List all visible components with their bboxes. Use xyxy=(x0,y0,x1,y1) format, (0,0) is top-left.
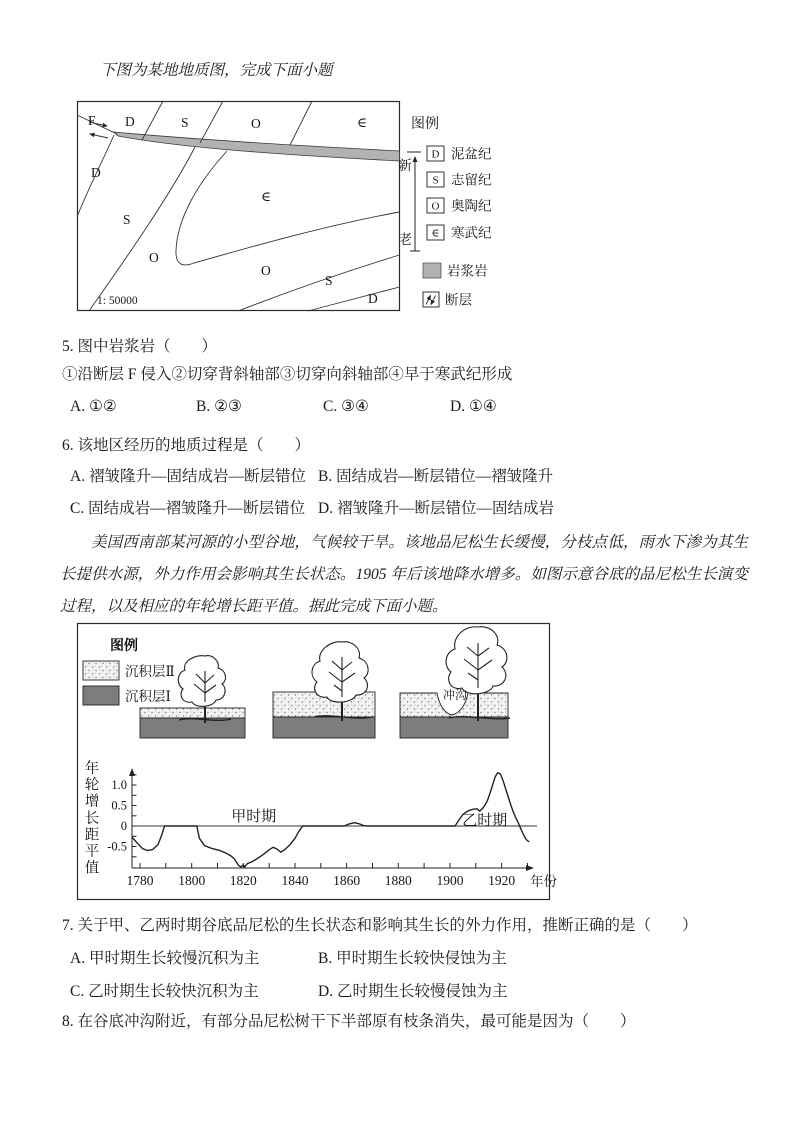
new-label: 新 xyxy=(398,158,412,173)
q7-stem: 7. 关于甲、乙两时期谷底品尼松的生长状态和影响其生长的外力作用，推断正确的是（ ） xyxy=(62,917,698,934)
map-unit-label: O xyxy=(261,263,271,278)
tree-ring-chart xyxy=(132,770,558,889)
legend-label: 寒武纪 xyxy=(451,225,492,241)
q7-option-b[interactable]: B. 甲时期生长较快侵蚀为主 xyxy=(318,950,507,967)
x-tick-label: 1780 xyxy=(126,873,154,888)
legend-item-fault xyxy=(423,292,472,308)
legend-item-cambrian xyxy=(427,225,492,241)
legend-title: 图例 xyxy=(110,639,138,654)
layer2-label: 沉积层Ⅱ xyxy=(125,664,175,679)
y-tick-label: 1.0 xyxy=(111,778,127,792)
x-tick-label: 1800 xyxy=(178,873,206,888)
figure2-legend xyxy=(83,637,175,705)
layer1-swatch xyxy=(83,686,119,705)
legend-label: 岩浆岩 xyxy=(447,263,488,279)
q7-option-d[interactable]: D. 乙时期生长较慢侵蚀为主 xyxy=(318,983,508,1000)
map-unit-label: O xyxy=(251,116,261,131)
q6-option-d[interactable]: D. 褶皱隆升—断层错位—固结成岩 xyxy=(318,500,554,517)
y-axis-label-char: 增 xyxy=(84,794,100,811)
q7-option-a[interactable]: A. 甲时期生长较慢沉积为主 xyxy=(70,950,260,967)
map-unit-label: F xyxy=(88,113,96,128)
growth-stage-3 xyxy=(400,627,510,738)
layer2-swatch xyxy=(83,661,119,680)
x-tick-label: 1920 xyxy=(488,873,516,888)
map-unit-label: ∈ xyxy=(261,189,271,204)
q5-option-c[interactable]: C. ③④ xyxy=(323,398,369,415)
map-unit-label: ∈ xyxy=(357,115,367,130)
tree-canopy xyxy=(446,627,507,694)
tree-canopy xyxy=(178,656,225,707)
growth-stage-2 xyxy=(273,642,375,738)
map-scale: 1: 50000 xyxy=(97,295,138,307)
x-axis-label: 年份 xyxy=(530,874,557,889)
intro-text: 下图为某地地质图，完成下面小题 xyxy=(100,62,333,79)
fault-line xyxy=(77,115,117,138)
x-tick-label: 1840 xyxy=(281,873,309,888)
y-axis-label-char: 长 xyxy=(84,810,100,827)
q6-option-c[interactable]: C. 固结成岩—褶皱隆升—断层错位 xyxy=(70,500,306,517)
y-axis-label-char: 平 xyxy=(84,844,100,860)
igneous-band xyxy=(114,132,400,161)
map-unit-label: S xyxy=(325,273,333,288)
period-annotation: 乙时期 xyxy=(462,813,508,830)
passage-text: 美国西南部某河源的小型谷地，气候较干旱。该地品尼松生长缓慢，分枝点低，雨水下渗为其生长提供水源，外力作用会影响其生长状态。1905 年后该地降水增多。如图示意谷底的品尼松生长演变过程，以及相应的年轮增长距平值。据此完成下面小题。 xyxy=(60,534,748,615)
legend-label: 泥盆纪 xyxy=(451,146,492,162)
q5-option-d[interactable]: D. ①④ xyxy=(450,398,497,415)
map-unit-label: D xyxy=(91,165,101,180)
q5-sub: ①沿断层 F 侵入②切穿背斜轴部③切穿向斜轴部④早于寒武纪形成 xyxy=(62,366,513,383)
map-unit-label: S xyxy=(181,115,189,130)
map-unit-label: O xyxy=(149,250,159,265)
q6-stem: 6. 该地区经历的地质过程是（ ） xyxy=(62,437,311,454)
period-annotation: 甲时期 xyxy=(231,809,277,825)
age-arrow xyxy=(399,152,422,251)
q6-option-b[interactable]: B. 固结成岩—断层错位—褶皱隆升 xyxy=(318,468,554,485)
legend-item-igneous xyxy=(423,263,488,279)
y-axis-label-char: 轮 xyxy=(84,777,100,794)
q6-option-a[interactable]: A. 褶皱隆升—固结成岩—断层错位 xyxy=(70,468,306,485)
legend-item-ordovician xyxy=(427,198,492,214)
figure-tree-growth xyxy=(77,623,557,900)
old-label: 老 xyxy=(398,232,412,247)
legend-label: 奥陶纪 xyxy=(451,198,492,214)
legend-symbol: O xyxy=(431,200,440,213)
map-unit-label: S xyxy=(123,212,131,227)
x-tick-label: 1820 xyxy=(229,873,257,888)
figure-geological-map xyxy=(77,101,547,323)
x-tick-label: 1900 xyxy=(436,873,464,888)
legend-item-devonian xyxy=(427,146,492,162)
q5-option-b[interactable]: B. ②③ xyxy=(196,398,242,415)
y-axis-label-char: 值 xyxy=(84,860,100,877)
legend-symbol: ∈ xyxy=(431,227,440,240)
legend-title: 图例 xyxy=(411,117,439,132)
y-tick-label: -0.5 xyxy=(107,839,127,854)
rock-boundaries xyxy=(77,101,400,311)
gully-label: 冲沟 xyxy=(442,688,468,702)
q8-stem: 8. 在谷底冲沟附近，有部分品尼松树干下半部原有枝条消失，最可能是因为（ ） xyxy=(62,1013,636,1030)
tree-canopy xyxy=(312,642,368,702)
legend-label: 志留纪 xyxy=(451,172,492,188)
map-unit-label: D xyxy=(125,114,135,129)
map-unit-label: D xyxy=(368,291,378,306)
tree-ring-chart-content xyxy=(85,759,529,888)
q5-option-a[interactable]: A. ①② xyxy=(70,398,117,415)
map-legend xyxy=(411,116,492,308)
x-tick-label: 1880 xyxy=(384,873,412,888)
x-tick-label: 1860 xyxy=(333,873,361,888)
layer1-label: 沉积层Ⅰ xyxy=(125,689,171,704)
legend-label: 断层 xyxy=(445,292,472,308)
q5-stem: 5. 图中岩浆岩（ ） xyxy=(62,338,218,355)
legend-symbol: D xyxy=(431,148,440,161)
y-tick-label: 0 xyxy=(120,819,127,833)
legend-item-silurian xyxy=(427,172,492,188)
y-tick-label: 0.5 xyxy=(111,798,127,813)
q7-option-c[interactable]: C. 乙时期生长较快沉积为主 xyxy=(70,983,259,1000)
y-axis-label-char: 年 xyxy=(84,761,100,777)
y-axis-label-char: 距 xyxy=(84,827,100,844)
legend-symbol: S xyxy=(432,174,439,187)
